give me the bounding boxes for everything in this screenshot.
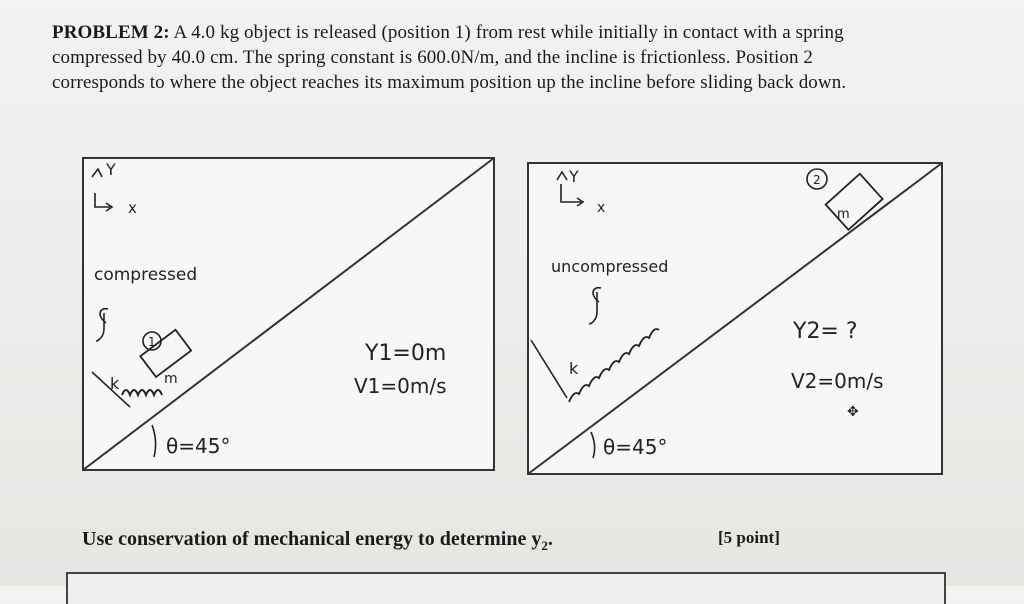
axis-x-label-2: x <box>597 200 606 216</box>
incline-1 <box>83 158 494 470</box>
speed-label-2: V2=0m/s <box>791 369 884 393</box>
diagram-2-svg <box>527 162 943 475</box>
spring-coil-icon-1 <box>122 390 162 395</box>
problem-label: PROBLEM 2: <box>52 22 170 43</box>
position-marker-2: 2 <box>813 173 821 187</box>
speed-label-1: V1=0m/s <box>354 374 447 398</box>
state-label-2: uncompressed <box>551 257 669 276</box>
spring-label-1: k <box>110 374 120 393</box>
spring-coil-icon-2 <box>569 329 659 402</box>
angle-arc-2 <box>591 432 595 458</box>
height-label-1: Y1=0m <box>365 341 447 366</box>
question-main: Use conservation of mechanical energy to determine y <box>82 528 542 550</box>
mass-label-2: m <box>837 207 850 222</box>
wall-2 <box>531 340 567 398</box>
block-2 <box>826 174 883 230</box>
problem-line-1 <box>52 20 972 45</box>
question-suffix: . <box>547 528 553 550</box>
diagram-1-svg <box>82 157 495 471</box>
problem-statement <box>52 20 972 95</box>
spring-label-2: k <box>569 359 579 378</box>
problem-text-1: A 4.0 kg object is released (position 1) from rest while initially in contact with a spring <box>173 22 844 43</box>
mass-label-1: m <box>164 371 178 387</box>
spring-sketch-icon-1 <box>96 309 108 341</box>
angle-label-2: θ=45° <box>603 435 668 459</box>
axis-y-label-1: Y <box>106 160 116 179</box>
angle-label-1: θ=45° <box>166 434 231 458</box>
cursor-move-icon: ✥ <box>847 404 859 420</box>
diagram-position-1 <box>82 157 495 471</box>
question-text <box>82 528 553 554</box>
points-label: [5 point] <box>718 528 780 547</box>
question-subscript: 2 <box>541 538 548 553</box>
state-label-1: compressed <box>94 265 198 285</box>
position-marker-1: 1 <box>148 335 156 349</box>
answer-box[interactable] <box>66 572 946 604</box>
height-label-2: Y2= ? <box>793 319 858 344</box>
problem-line-3: corresponds to where the object reaches its maximum position up the incline before sliding back down. <box>52 72 847 93</box>
incline-2 <box>528 163 942 474</box>
axis-y-label-2: Y <box>569 167 579 186</box>
axis-x-label-1: x <box>128 199 137 217</box>
angle-arc-1 <box>152 425 156 457</box>
diagram-position-2 <box>527 162 943 475</box>
spring-sketch-icon-2 <box>589 288 601 324</box>
problem-line-2: compressed by 40.0 cm. The spring constant is 600.0N/m, and the incline is frictionless. Position 2 <box>52 47 814 68</box>
